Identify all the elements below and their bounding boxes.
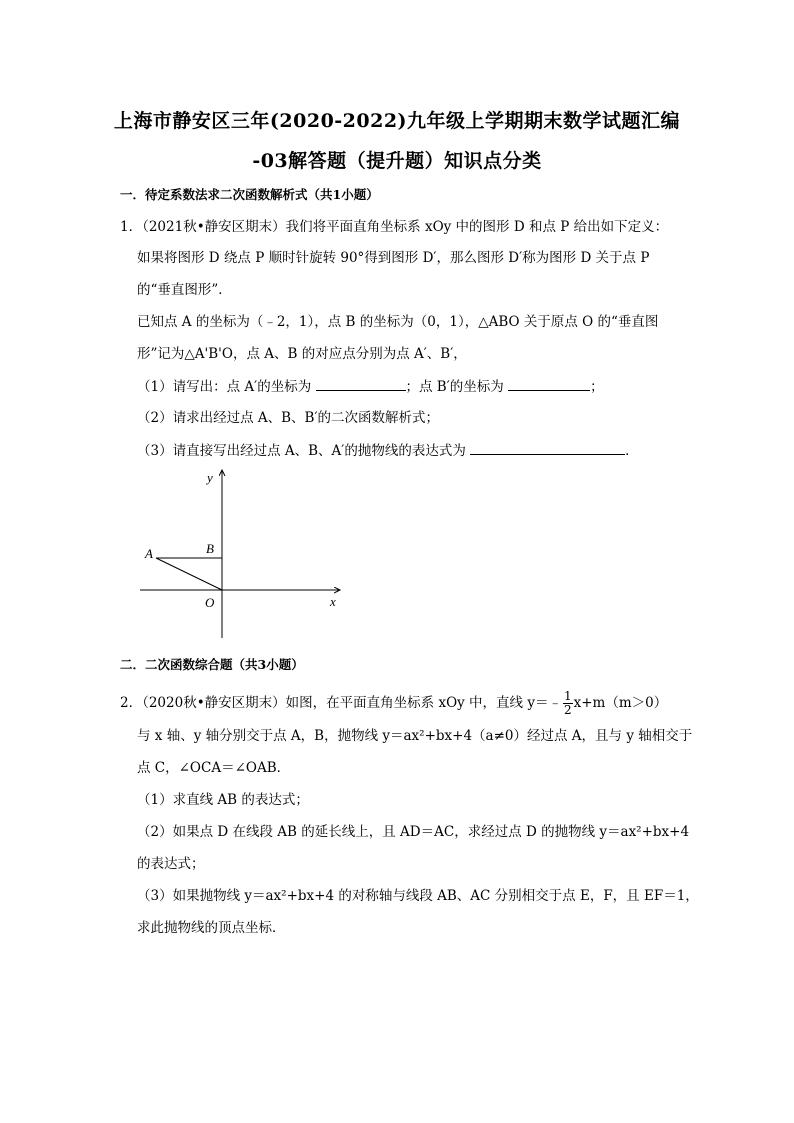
q2-part2-line2: 的表达式； [137, 856, 205, 872]
q2-line2: 与 x 轴、y 轴分别交于点 A，B，抛物线 y＝ax²+bx+4（a≠0）经过点 A，且与 y 轴相交于 [137, 728, 693, 744]
q1-part1 [137, 376, 604, 397]
q2-part3-line2: 求此抛物线的顶点坐标． [137, 920, 286, 936]
q2-part2-line1: （2）如果点 D 在线段 AB 的延长线上，且 AD＝AC，求经过点 D 的抛物线 y＝ax²+bx+4 [137, 824, 690, 840]
q2-text-1b: x+m（m＞0） [573, 695, 668, 711]
document-title-line2: -03解答题（提升题）知识点分类 [252, 150, 542, 172]
q2-number: 2． [120, 695, 143, 711]
q1-line4: 已知点 A 的坐标为（﹣2，1），点 B 的坐标为（0，1），△ABO 关于原点 O 的“垂直图 [137, 314, 659, 330]
q2-part1: （1）求直线 AB 的表达式； [137, 792, 309, 808]
q1-line1 [120, 217, 668, 237]
q2-source: （2020秋•静安区期末） [142, 695, 286, 711]
q1-number: 1． [120, 219, 143, 235]
section1-heading: 一．待定系数法求二次函数解析式（共1小题） [120, 187, 379, 202]
q2-line1 [120, 690, 667, 717]
label-o: O [205, 595, 215, 610]
answer-blank-parabola[interactable] [470, 440, 625, 455]
fraction-denominator: 2 [563, 703, 572, 717]
fraction-one-half [563, 690, 573, 717]
answer-blank-a-prime[interactable] [316, 376, 406, 391]
label-x: x [330, 594, 336, 609]
q2-text-1a: 如图，在平面直角坐标系 xOy 中，直线 y＝﹣ [285, 695, 562, 711]
q1-part1-text-a: （1）请写出：点 A′的坐标为 [137, 379, 312, 395]
section2-heading: 二．二次函数综合题（共3小题） [120, 657, 304, 672]
q1-part2: （2）请求出经过点 A、B、B′的二次函数解析式； [137, 410, 440, 426]
q1-part1-text-b: ；点 B′的坐标为 [405, 379, 504, 395]
segment-ao [156, 558, 222, 590]
coordinate-figure [130, 466, 360, 646]
q2-part3-line1: （3）如果抛物线 y＝ax²+bx+4 的对称轴与线段 AB、AC 分别相交于点 E，F，且 EF＝1， [137, 888, 699, 904]
answer-blank-b-prime[interactable] [508, 376, 590, 391]
fraction-numerator: 1 [563, 689, 572, 703]
q1-part3-text-b: ． [625, 443, 639, 459]
label-b: B [206, 541, 214, 556]
q1-part3-text-a: （3）请直接写出经过点 A、B、A′的抛物线的表达式为 [137, 443, 466, 459]
q2-line3: 点 C，∠OCA＝∠OAB． [137, 760, 291, 776]
q1-line5: 形”记为△A'B'O，点 A、B 的对应点分别为点 A′、B′， [137, 346, 467, 362]
q1-part3 [137, 440, 639, 461]
q1-line2: 如果将图形 D 绕点 P 顺时针旋转 90°得到图形 D′，那么图形 D′称为图形 D 关于点 P [137, 250, 650, 266]
q1-source: （2021秋•静安区期末） [142, 219, 286, 235]
q1-line3: 的“垂直图形”． [137, 282, 232, 298]
document-title-line1: 上海市静安区三年(2020-2022)九年级上学期期末数学试题汇编 [113, 110, 681, 132]
q1-text-1: 我们将平面直角坐标系 xOy 中的图形 D 和点 P 给出如下定义： [285, 219, 669, 235]
label-a: A [145, 546, 153, 561]
label-y: y [207, 470, 213, 485]
q1-part1-text-c: ； [590, 379, 604, 395]
